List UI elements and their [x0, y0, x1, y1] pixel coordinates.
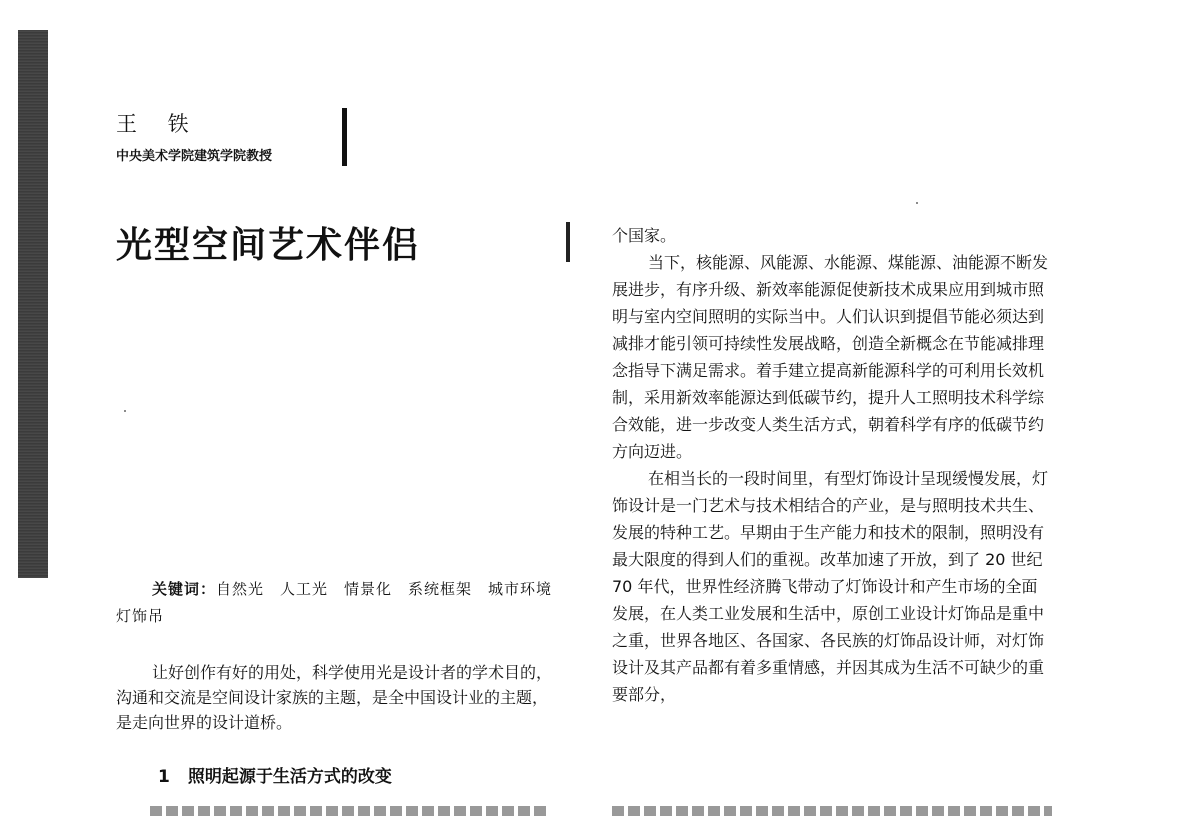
right-column	[612, 222, 1052, 708]
author-block	[116, 110, 272, 164]
scan-speck	[124, 410, 126, 412]
author-marker-bar	[342, 108, 347, 166]
intro-paragraph: 让好创作有好的用处，科学使用光是设计者的学术目的，沟通和交流是空间设计家族的主题，是全中国设计业的主题，是走向世界的设计道桥。	[116, 663, 553, 732]
binding-scan-edge	[18, 30, 48, 578]
scan-speck	[916, 202, 918, 204]
section-number: 1	[158, 767, 170, 787]
body-paragraph: 在相当长的一段时间里，有型灯饰设计呈现缓慢发展，灯饰设计是一门艺术与技术相结合的产业，是与照明技术共生、发展的特种工艺。早期由于生产能力和技术的限制，照明没有最大限度的得到人们的重视。改革加速了开放，到了 20 世纪 70 年代，世界性经济腾飞带动了灯饰设计和产生市场的全面发展，在人类工业发展和生活中，原创工业设计灯饰品是重中之重，世界各地区、各国家、各民族的灯饰品设计师，对灯饰设计及其产品都有着多重情感，并因其成为生活不可缺少的重要部分，	[612, 469, 1049, 704]
body-paragraph: 个国家。	[612, 226, 677, 245]
cut-off-text-line	[612, 806, 1052, 816]
author-affiliation: 中央美术学院建筑学院教授	[116, 149, 273, 164]
title-marker-bar	[566, 222, 570, 262]
section-title: 照明起源于生活方式的改变	[187, 767, 392, 787]
cut-off-text-line	[150, 806, 550, 816]
section-heading	[158, 764, 392, 790]
body-paragraph: 当下，核能源、风能源、水能源、煤能源、油能源不断发展进步，有序升级、新效率能源促使新技术成果应用到城市照明与室内空间照明的实际当中。人们认识到提倡节能必须达到减排才能引领可持续性发展战略，创造全新概念在节能减排理念指导下满足需求。着手建立提高新能源科学的可利用长效机制，采用新效率能源达到低碳节约，提升人工照明技术科学综合效能，进一步改变人类生活方式，朝着科学有序的低碳节约方向迈进。	[612, 253, 1049, 461]
article-title: 光型空间艺术伴侣	[116, 225, 421, 266]
author-name: 王 铁	[116, 112, 201, 136]
keywords-text: 自然光 人工光 情景化 系统框架 城市环境 灯饰吊	[116, 580, 569, 625]
keywords-label: 关键词：	[152, 580, 217, 598]
keywords	[116, 576, 569, 630]
